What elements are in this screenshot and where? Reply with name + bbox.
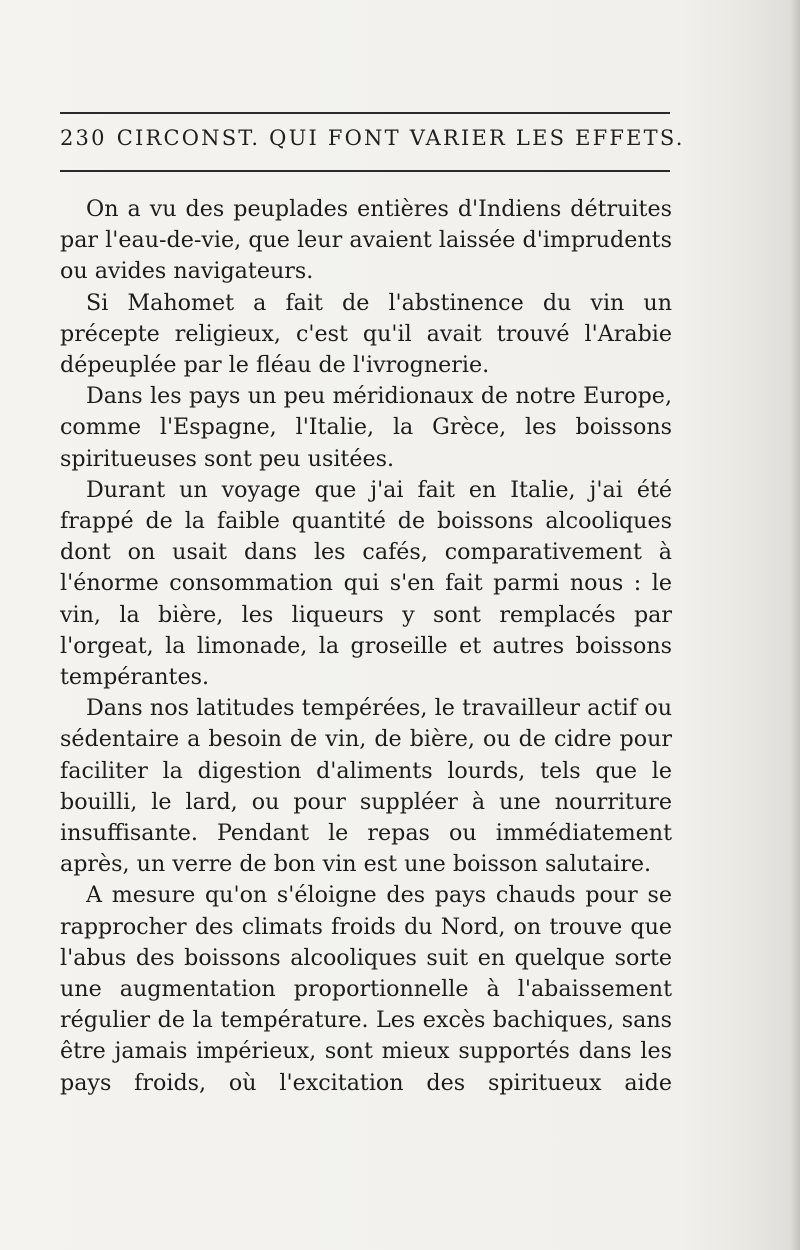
page-edge-shadow bbox=[790, 0, 800, 1250]
paragraph: Dans les pays un peu méridionaux de notre Europe, comme l'Espagne, l'Italie, la Grèce, les boissons spiritueuses sont peu usitées. bbox=[60, 383, 672, 472]
paragraph: Durant un voyage que j'ai fait en Italie, j'ai été frappé de la faible quantité de boissons alcooliques dont on usait dans les cafés, comparativement à l'énorme consommation qui s'en fait parmi nous : le vin, la bière, les liqueurs y sont remplacés par l'orgeat, la limonade, la groseille et autres boissons tempérantes. bbox=[60, 476, 672, 691]
body-text bbox=[60, 194, 672, 1099]
paragraph: Dans nos latitudes tempérées, le travailleur actif ou sédentaire a besoin de vin, de bière, ou de cidre pour faciliter la digestion d'aliments lourds, tels que le bouilli, le lard, ou pour suppléer à une nourriture insuffisante. Pendant le repas ou immédiatement après, un verre de bon vin est une boisson salutaire. bbox=[60, 695, 672, 878]
header-rule-top bbox=[60, 112, 670, 114]
paragraph: On a vu des peuplades entières d'Indiens détruites par l'eau-de-vie, que leur avaient laissée d'imprudents ou avides navigateurs. bbox=[60, 196, 672, 285]
paragraph: Si Mahomet a fait de l'abstinence du vin un précepte religieux, c'est qu'il avait trouvé l'Arabie dépeuplée par le fléau de l'ivrognerie. bbox=[60, 289, 672, 379]
running-title: CIRCONST. QUI FONT VARIER LES EFFETS. bbox=[116, 126, 685, 150]
paragraph: A mesure qu'on s'éloigne des pays chauds pour se rapprocher des climats froids du Nord, on trouve que l'abus des boissons alcooliques suit en quelque sorte une augmentation proportionnelle à l'abaissement régulier de la température. Les excès bachiques, sans être jamais impérieux, sont mieux supportés dans les pays froids, où l'excitation des spiritueux aide bbox=[60, 882, 672, 1096]
running-header bbox=[60, 126, 685, 150]
header-rule-bottom bbox=[60, 170, 670, 172]
page-number: 230 bbox=[60, 126, 107, 150]
